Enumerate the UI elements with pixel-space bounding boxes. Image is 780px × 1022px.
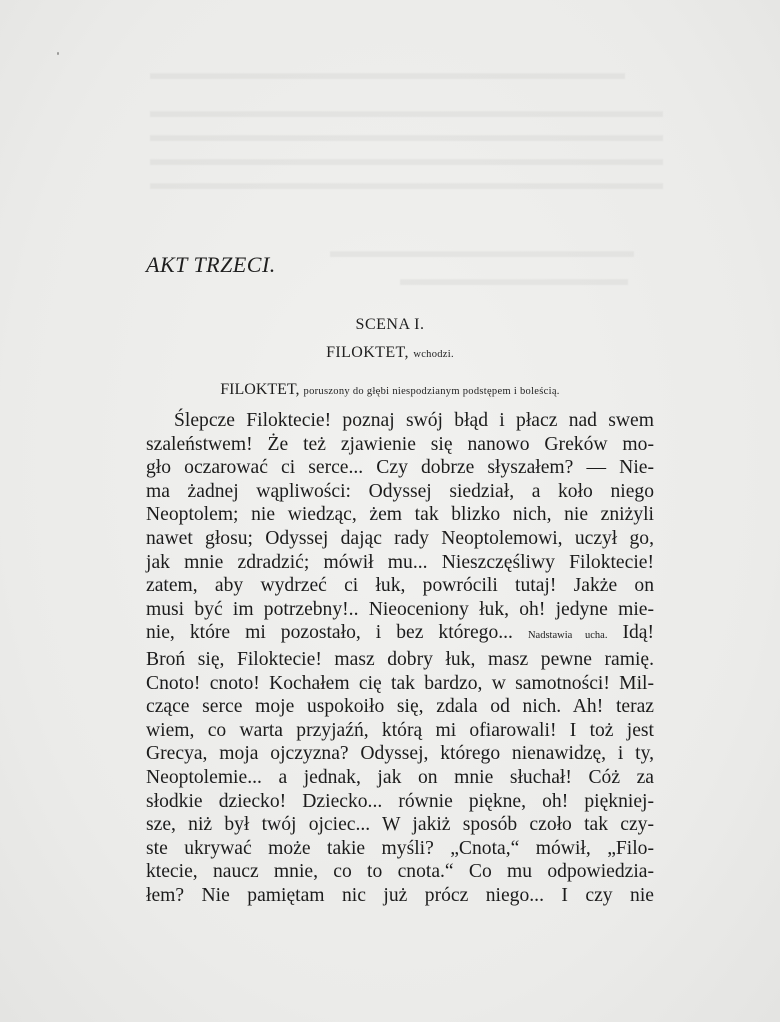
- speech-line: Broń się, Filoktecie! masz dobry łuk, masz pewne ramię.: [146, 648, 654, 670]
- speech-line: Ślepcze Filoktecie! poznaj swój błąd i płacz nad swem: [174, 410, 654, 431]
- speech-line: Neoptolemie... a jednak, jak on mnie słuchał! Cóż za: [146, 766, 654, 788]
- speech-line: jak mnie zdradzić; mówił mu... Nieszczęśliwy Filoktecie!: [146, 551, 654, 573]
- speech-line: gło oczarować ci serce... Czy dobrze słyszałem? — Nie-: [146, 457, 654, 479]
- speaker-heading: [0, 381, 780, 399]
- bleed-through-texture: ▬▬▬▬▬▬▬▬▬▬▬▬: [400, 269, 628, 290]
- act-title: AKT TRZECI.: [146, 252, 276, 277]
- speech-line: Cnoto! cnoto! Kochałem cię tak bardzo, w samotności! Mil-: [146, 672, 654, 694]
- speaker-name: FILOKTET,: [220, 381, 300, 398]
- paper-speck: [57, 52, 59, 55]
- speech-line: nawet głosu; Odyssej dając rady Neoptolemowi, uczył go,: [146, 527, 654, 549]
- scene-title: SCENA I.: [355, 316, 425, 333]
- speaker-stage-direction: poruszony do głębi niespodzianym podstępem i boleścią.: [303, 386, 560, 397]
- bleed-through-texture: ▬▬▬▬▬▬▬▬▬▬▬▬▬▬▬▬▬▬▬▬▬▬▬▬▬: [150, 63, 625, 84]
- speech-line: sze, niż był twój ojciec... W jakiż sposób czoło tak czy-: [146, 814, 654, 836]
- bleed-through-texture: ▬▬▬▬▬▬▬▬▬▬▬▬▬▬▬▬▬▬▬▬▬▬▬▬▬▬▬: [150, 149, 663, 170]
- speech-line-with-direction: [146, 621, 654, 648]
- bleed-through-texture: ▬▬▬▬▬▬▬▬▬▬▬▬▬▬▬▬▬▬▬▬▬▬▬▬▬▬▬: [150, 125, 663, 146]
- speech-line: musi być im potrzebny!.. Nieoceniony łuk, oh! jedyne mie-: [146, 598, 654, 620]
- speech-body: [146, 409, 654, 907]
- speech-line: łem? Nie pamiętam nic już prócz niego... I czy nie: [146, 884, 654, 906]
- bleed-through-texture: ▬▬▬▬▬▬▬▬▬▬▬▬▬▬▬▬: [330, 241, 634, 262]
- speech-line-part: Idą!: [622, 622, 654, 644]
- speech-line: zatem, aby wydrzeć ci łuk, powrócili tutaj! Jakże on: [146, 575, 654, 597]
- inline-stage-direction: Nadstawia ucha.: [527, 630, 608, 642]
- speech-line: wiem, co warta przyjaźń, którą mi ofiarowali! I toż jest: [146, 719, 654, 741]
- speech-line: Neoptolem; nie wiedząc, żem tak blizko nich, nie zniżyli: [146, 504, 654, 526]
- speech-line: ma żadnej wąpliwości: Odyssej siedział, a koło niego: [146, 480, 654, 502]
- speech-line: czące serce moje uspokoiło się, zdala od nich. Ah! teraz: [146, 696, 654, 718]
- speech-line: ste ukrywać może takie myśli? „Cnota,“ mówił, „Filo-: [146, 837, 654, 859]
- scene-characters: [0, 344, 780, 362]
- bleed-through-texture: ▬▬▬▬▬▬▬▬▬▬▬▬▬▬▬▬▬▬▬▬▬▬▬▬▬▬▬: [150, 173, 663, 194]
- scene-stage-direction: wchodzi.: [413, 349, 454, 360]
- speech-line-part: nie, które mi pozostało, i bez którego...: [146, 622, 513, 644]
- speech-line: Grecya, moja ojczyzna? Odyssej, którego nienawidzę, i ty,: [146, 743, 654, 765]
- bleed-through-texture: ▬▬▬▬▬▬▬▬▬▬▬▬▬▬▬▬▬▬▬▬▬▬▬▬▬▬▬: [150, 101, 663, 122]
- speech-line: ktecie, naucz mnie, co to cnota.“ Co mu odpowiedzia-: [146, 861, 654, 883]
- speech-line: słodkie dziecko! Dziecko... równie piękne, oh! piękniej-: [146, 790, 654, 812]
- scene-character-name: FILOKTET,: [326, 344, 409, 361]
- speech-line: szaleństwem! Że też zjawienie się nanowo Greków mo-: [146, 433, 654, 455]
